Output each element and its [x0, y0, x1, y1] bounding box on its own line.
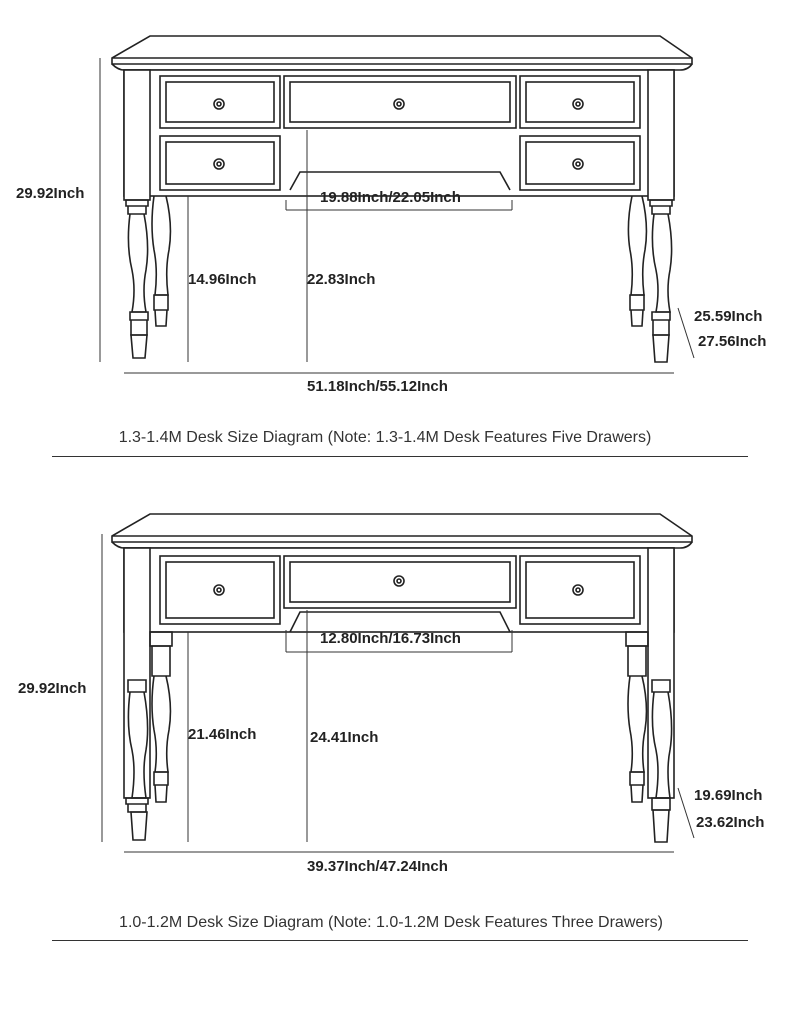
diagram-caption: 1.3-1.4M Desk Size Diagram (Note: 1.3-1.4M Desk Features Five Drawers): [118, 429, 652, 446]
section-divider: [52, 940, 748, 941]
knee-height-label: 24.41Inch: [310, 729, 379, 746]
overall-width-label: 51.18Inch/55.12Inch: [307, 378, 448, 395]
diagram-caption: 1.0-1.2M Desk Size Diagram (Note: 1.0-1.2M Desk Features Three Drawers): [119, 914, 663, 931]
depth-label-2: 23.62Inch: [696, 814, 765, 831]
side-clearance-label: 21.46Inch: [188, 726, 257, 743]
overall-height-label: 29.92Inch: [18, 680, 87, 697]
depth-label-1: 19.69Inch: [694, 787, 763, 804]
knee-width-label: 19.88Inch/22.05Inch: [320, 189, 461, 206]
desk-drawing-three-drawers: [0, 480, 790, 960]
desk-diagram-five-drawers: [0, 0, 790, 480]
desk-diagram-three-drawers: [0, 480, 790, 960]
side-clearance-label: 14.96Inch: [188, 271, 257, 288]
depth-label-1: 25.59Inch: [694, 308, 763, 325]
overall-height-label: 29.92Inch: [16, 185, 85, 202]
desk-drawing-five-drawers: [0, 0, 790, 480]
depth-label-2: 27.56Inch: [698, 333, 767, 350]
knee-width-label: 12.80Inch/16.73Inch: [320, 630, 461, 647]
section-divider: [52, 456, 748, 457]
knee-height-label: 22.83Inch: [307, 271, 376, 288]
overall-width-label: 39.37Inch/47.24Inch: [307, 858, 448, 875]
